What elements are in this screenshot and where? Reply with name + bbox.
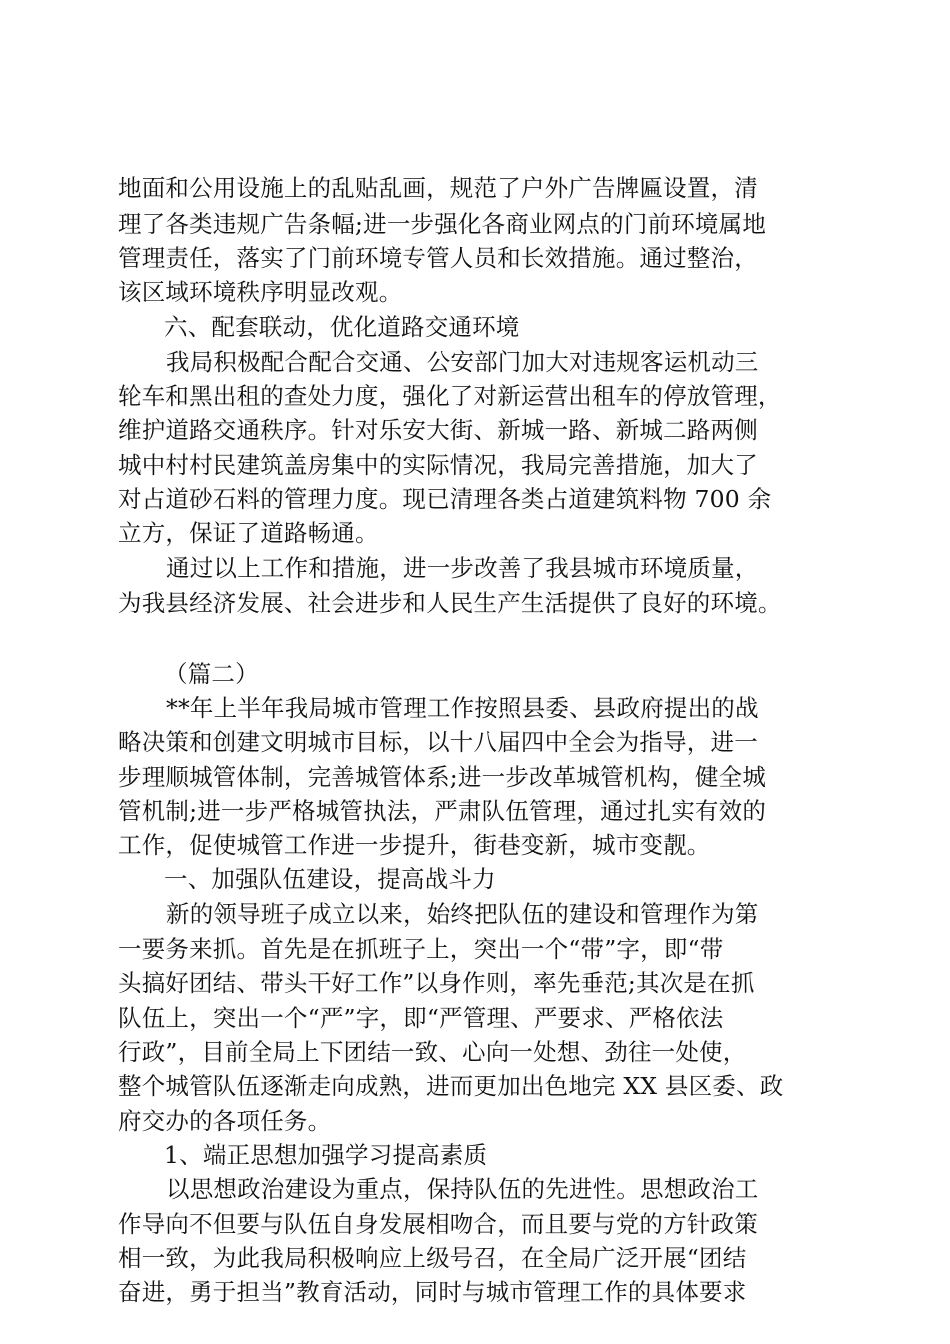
text-line: 地面和公用设施上的乱贴乱画，规范了户外广告牌匾设置，清 xyxy=(118,174,758,202)
text-line: 新的领导班子成立以来，始终把队伍的建设和管理作为第 xyxy=(166,900,759,928)
text-line: 整个城管队伍逐渐走向成熟，进而更加出色地完 XX 县区委、政 xyxy=(118,1072,784,1100)
text-line: 工作，促使城管工作进一步提升，街巷变新，城市变靓。 xyxy=(118,831,711,859)
text-line: 以思想政治建设为重点，保持队伍的先进性。思想政治工 xyxy=(166,1175,759,1203)
section-heading: 一、加强队伍建设，提高战斗力 xyxy=(164,865,496,893)
text-line: 轮车和黑出租的查处力度，强化了对新运营出租车的停放管理， xyxy=(118,382,782,410)
text-line: 府交办的各项任务。 xyxy=(118,1107,332,1135)
text-line: 该区域环境秩序明显改观。 xyxy=(118,278,403,306)
text-line: 行政”，目前全局上下团结一致、心向一处想、劲往一处使， xyxy=(118,1038,747,1066)
text-line: 管机制;进一步严格城管执法，严肃队伍管理，通过扎实有效的 xyxy=(118,797,767,825)
text-line: 立方，保证了道路畅通。 xyxy=(118,519,379,547)
text-line: 对占道砂石料的管理力度。现已清理各类占道建筑料物 700 余 xyxy=(118,485,772,513)
text-line: 奋进，勇于担当”教育活动，同时与城市管理工作的具体要求 xyxy=(118,1278,747,1306)
text-line: 步理顺城管体制，完善城管体系;进一步改革城管机构，健全城 xyxy=(118,763,767,791)
text-line: 我局积极配合配合交通、公安部门加大对违规客运机动三 xyxy=(166,348,759,376)
text-line: 作导向不但要与队伍自身发展相吻合，而且要与党的方针政策 xyxy=(118,1210,758,1238)
text-line: 为我县经济发展、社会进步和人民生产生活提供了良好的环境。 xyxy=(118,589,782,617)
text-line: 管理责任，落实了门前环境专管人员和长效措施。通过整治， xyxy=(118,244,758,272)
text-line: 略决策和创建文明城市目标，以十八届四中全会为指导，进一 xyxy=(118,728,758,756)
text-line: 相一致，为此我局积极响应上级号召，在全局广泛开展“团结 xyxy=(118,1244,747,1272)
text-line: 队伍上，突出一个“严”字，即“严管理、严要求、严格依法 xyxy=(118,1004,724,1032)
text-line: 理了各类违规广告条幅;进一步强化各商业网点的门前环境属地 xyxy=(118,210,767,238)
text-line: **年上半年我局城市管理工作按照县委、县政府提出的战 xyxy=(166,694,759,722)
section-heading: 六、配套联动，优化道路交通环境 xyxy=(164,313,520,341)
text-line: 维护道路交通秩序。针对乐安大街、新城一路、新城二路两侧 xyxy=(118,416,758,444)
subsection-heading: 1、端正思想加强学习提高素质 xyxy=(164,1141,488,1169)
text-line: 城中村村民建筑盖房集中的实际情况，我局完善措施，加大了 xyxy=(118,451,758,479)
text-line: 通过以上工作和措施，进一步改善了我县城市环境质量， xyxy=(166,554,759,582)
text-line: 一要务来抓。首先是在抓班子上，突出一个“带”字，即“带 xyxy=(118,935,724,963)
section-title: （篇二） xyxy=(164,660,259,688)
text-line: 头搞好团结、带头干好工作”以身作则，率先垂范;其次是在抓 xyxy=(118,969,755,997)
